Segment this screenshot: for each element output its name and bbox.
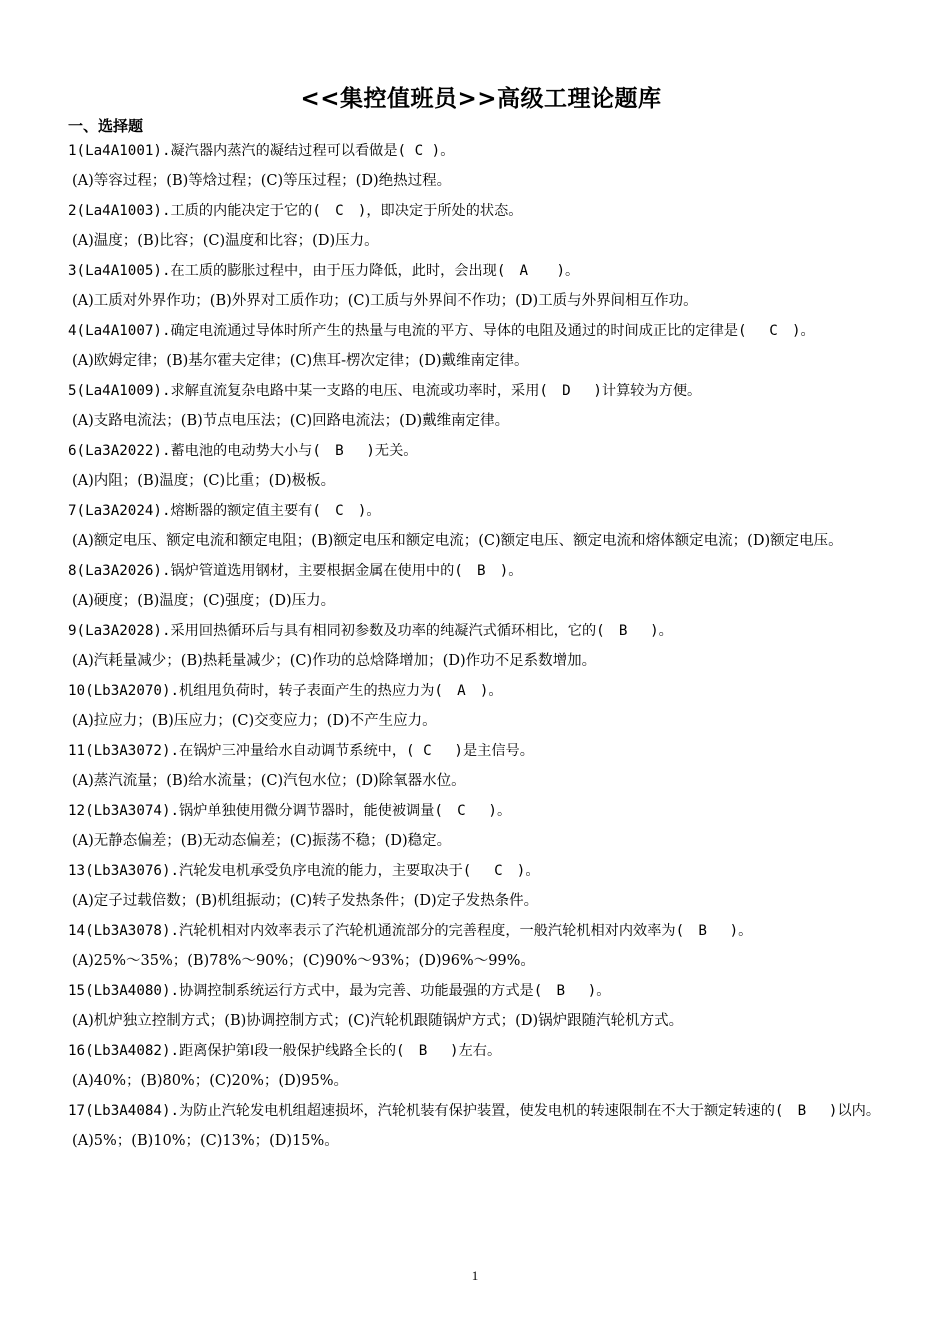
question-options: (A)蒸汽流量；(B)给水流量；(C)汽包水位；(D)除氧器水位。 [72, 773, 466, 789]
question-options: (A)内阻；(B)温度；(C)比重；(D)极板。 [72, 473, 336, 489]
question-options: (A)工质对外界作功；(B)外界对工质作功；(C)工质与外界间不作功；(D)工质与外界间相互作功。 [72, 293, 698, 309]
question-options: (A)定子过载倍数；(B)机组振动；(C)转子发热条件；(D)定子发热条件。 [72, 893, 539, 909]
question-options: (A)欧姆定律；(B)基尔霍夫定律；(C)焦耳-楞次定律；(D)戴维南定律。 [72, 353, 529, 369]
question-item [68, 616, 894, 676]
question-stem: 8(La3A2026).锅炉管道选用钢材，主要根据金属在使用中的( B )。 [68, 563, 523, 579]
question-stem: 5(La4A1009).求解直流复杂电路中某一支路的电压、电流或功率时，采用( D )计算较为方便。 [68, 383, 702, 399]
question-stem: 15(Lb3A4080).协调控制系统运行方式中，最为完善、功能最强的方式是( B )。 [68, 983, 611, 999]
question-stem: 14(Lb3A3078).汽轮机相对内效率表示了汽轮机通流部分的完善程度，一般汽轮机相对内效率为( B )。 [68, 923, 753, 939]
question-stem: 9(La3A2028).采用回热循环后与具有相同初参数及功率的纯凝汽式循环相比，它的( B )。 [68, 623, 673, 639]
question-stem: 4(La4A1007).确定电流通过导体时所产生的热量与电流的平方、导体的电阻及通过的时间成正比的定律是( C )。 [68, 323, 815, 339]
question-item [68, 856, 894, 916]
question-item [68, 916, 894, 976]
question-stem: 13(Lb3A3076).汽轮发电机承受负序电流的能力，主要取决于( C )。 [68, 863, 540, 879]
question-stem: 16(Lb3A4082).距离保护第Ⅰ段一般保护线路全长的( B )左右。 [68, 1043, 502, 1059]
question-options: (A)等容过程；(B)等焓过程；(C)等压过程；(D)绝热过程。 [72, 173, 452, 189]
question-item [68, 796, 894, 856]
question-stem: 11(Lb3A3072).在锅炉三冲量给水自动调节系统中，( C )是主信号。 [68, 743, 534, 759]
question-options: (A)汽耗量减少；(B)热耗量减少；(C)作功的总焓降增加；(D)作功不足系数增加。 [72, 653, 597, 669]
question-options: (A)5%；(B)10%；(C)13%；(D)15%。 [72, 1133, 339, 1149]
question-options: (A)拉应力；(B)压应力；(C)交变应力；(D)不产生应力。 [72, 713, 437, 729]
question-item [68, 436, 894, 496]
question-stem: 3(La4A1005).在工质的膨胀过程中，由于压力降低，此时，会出现( A )。 [68, 263, 580, 279]
question-stem: 10(Lb3A2070).机组甩负荷时，转子表面产生的热应力为( A )。 [68, 683, 503, 699]
question-stem: 7(La3A2024).熔断器的额定值主要有( C )。 [68, 503, 381, 519]
question-item [68, 196, 894, 256]
question-stem: 12(Lb3A3074).锅炉单独使用微分调节器时，能使被调量( C )。 [68, 803, 512, 819]
question-item [68, 316, 894, 376]
question-options: (A)机炉独立控制方式；(B)协调控制方式；(C)汽轮机跟随锅炉方式；(D)锅炉跟随汽轮机方式。 [72, 1013, 684, 1029]
question-options: (A)支路电流法；(B)节点电压法；(C)回路电流法；(D)戴维南定律。 [72, 413, 510, 429]
question-stem: 1(La4A1001).凝汽器内蒸汽的凝结过程可以看做是( C )。 [68, 143, 455, 159]
question-stem: 6(La3A2022).蓄电池的电动势大小与( B )无关。 [68, 443, 418, 459]
document-title: <<集控值班员>>高级工理论题库 [300, 86, 662, 112]
question-options: (A)温度；(B)比容；(C)温度和比容；(D)压力。 [72, 233, 379, 249]
question-item [68, 736, 894, 796]
page-number: 1 [471, 1268, 479, 1283]
question-options: (A)25%～35%；(B)78%～90%；(C)90%～93%；(D)96%～99%。 [72, 953, 535, 969]
question-item [68, 556, 894, 616]
section-heading: 一、选择题 [68, 117, 144, 135]
question-stem: 2(La4A1003).工质的内能决定于它的( C )，即决定于所处的状态。 [68, 203, 523, 219]
question-item [68, 376, 894, 436]
question-item [68, 976, 894, 1036]
question-item [68, 676, 894, 736]
question-stem: 17(Lb3A4084).为防止汽轮发电机组超速损坏，汽轮机装有保护装置，使发电机的转速限制在不大于额定转速的( B )以内。 [68, 1103, 881, 1119]
question-list [68, 136, 894, 1156]
question-item [68, 1096, 894, 1156]
question-item [68, 496, 894, 556]
question-options: (A)无静态偏差；(B)无动态偏差；(C)振荡不稳；(D)稳定。 [72, 833, 452, 849]
question-item [68, 136, 894, 196]
question-item [68, 1036, 894, 1096]
question-options: (A)额定电压、额定电流和额定电阻；(B)额定电压和额定电流；(C)额定电压、额定电流和熔体额定电流；(D)额定电压。 [72, 533, 843, 549]
question-options: (A)硬度；(B)温度；(C)强度；(D)压力。 [72, 593, 336, 609]
question-options: (A)40%；(B)80%；(C)20%；(D)95%。 [72, 1073, 349, 1089]
question-item [68, 256, 894, 316]
